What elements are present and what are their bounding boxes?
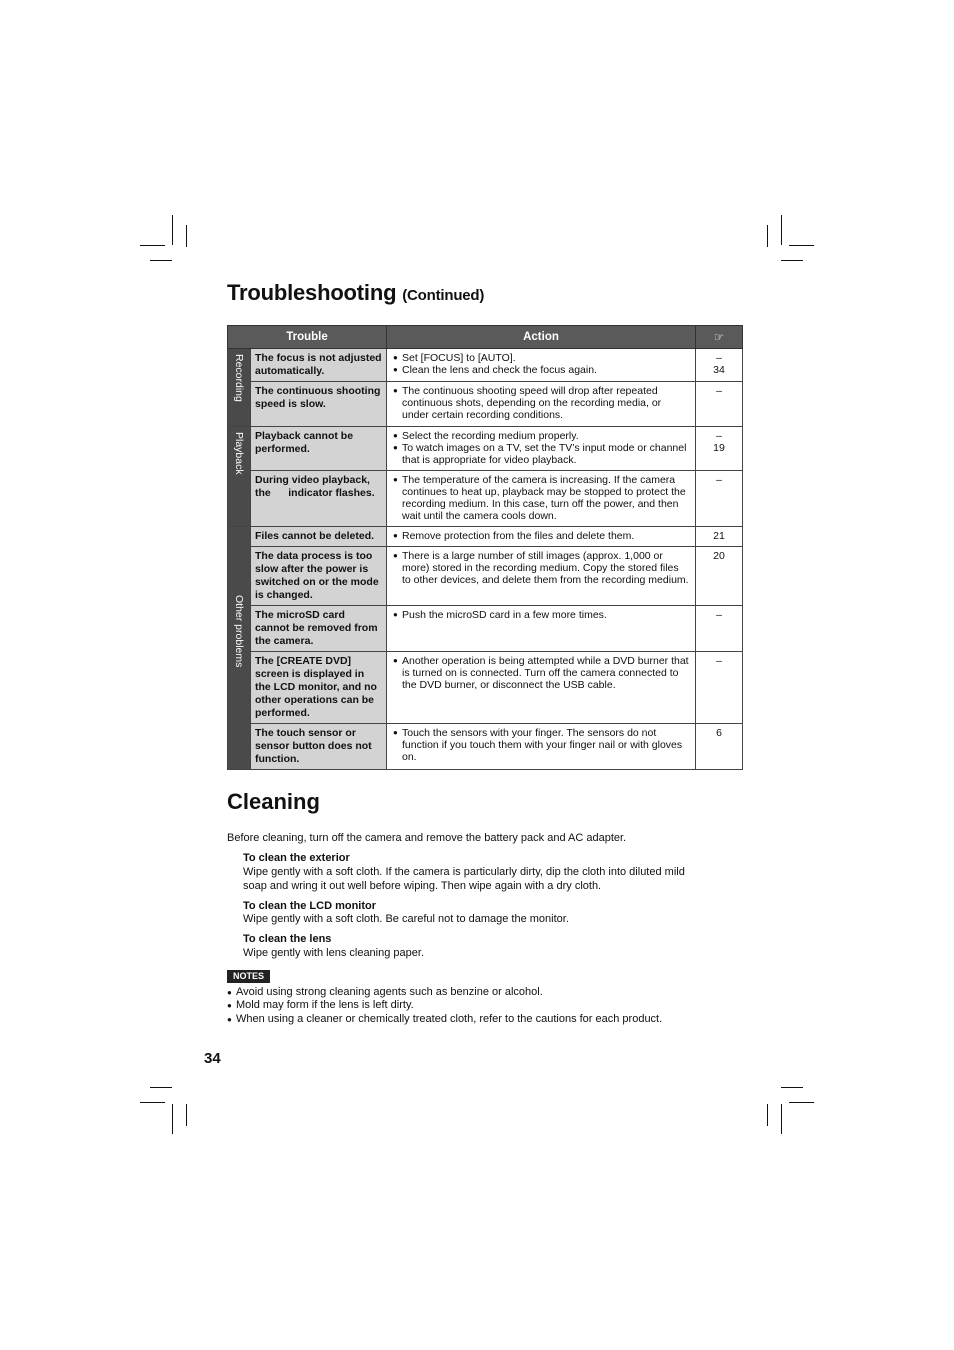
cleaning-title: Cleaning	[227, 789, 320, 814]
troubleshooting-table	[227, 325, 743, 770]
crop-mark	[172, 1104, 173, 1134]
bullet-icon: ●	[393, 431, 398, 440]
category-recording: Recording	[228, 349, 251, 427]
page-number: 34	[204, 1050, 221, 1067]
pointing-hand-icon: ☞	[713, 332, 725, 344]
crop-mark	[767, 225, 768, 247]
action-cell: ● The temperature of the camera is increasing. If the camera continues to heat up, playback may be stopped to protect the recording medium. In this case, turn off the power, and then wait until the camera cools down.	[387, 471, 696, 527]
header-trouble: Trouble	[228, 326, 387, 349]
crop-mark	[781, 215, 782, 245]
crop-mark	[789, 1102, 814, 1103]
crop-mark	[781, 260, 803, 261]
cleaning-intro: Before cleaning, turn off the camera and remove the battery pack and AC adapter.	[227, 832, 627, 844]
bullet-icon: ●	[393, 386, 398, 395]
ref-cell: – 19	[696, 427, 743, 471]
note-item: ● Mold may form if the lens is left dirty.	[227, 999, 414, 1011]
crop-mark	[150, 260, 172, 261]
bullet-icon: ●	[393, 551, 398, 560]
action-cell: ● Set [FOCUS] to [AUTO]. ● Clean the lens and check the focus again.	[387, 349, 696, 382]
crop-mark	[150, 1087, 172, 1088]
bullet-icon: ●	[227, 1015, 232, 1024]
table-row	[228, 349, 743, 382]
action-cell: ● Select the recording medium properly. ● To watch images on a TV, set the TV’s input mode or channel that is appropriate for video playback.	[387, 427, 696, 471]
ref-cell: 6	[696, 724, 743, 770]
ref-cell: – 34	[696, 349, 743, 382]
trouble-cell: The [CREATE DVD] screen is displayed in the LCD monitor, and no other operations can be performed.	[251, 652, 387, 724]
table-row	[228, 471, 743, 527]
bullet-icon: ●	[393, 365, 398, 374]
crop-mark	[781, 1087, 803, 1088]
crop-mark	[767, 1104, 768, 1126]
action-cell: ● Remove protection from the files and delete them.	[387, 527, 696, 547]
lcd-text-line: Wipe gently with a soft cloth. Be careful not to damage the monitor.	[243, 913, 569, 925]
bullet-icon: ●	[393, 443, 398, 452]
category-other-problems: Other problems	[228, 527, 251, 770]
table-row	[228, 382, 743, 427]
ref-cell: –	[696, 382, 743, 427]
bullet-icon: ●	[393, 610, 398, 619]
exterior-heading: To clean the exterior	[243, 852, 350, 864]
bullet-icon: ●	[393, 728, 398, 737]
action-cell: ● Push the microSD card in a few more times.	[387, 606, 696, 652]
bullet-icon: ●	[227, 988, 232, 997]
trouble-cell: Playback cannot be performed.	[251, 427, 387, 471]
ref-cell: –	[696, 652, 743, 724]
bullet-icon: ●	[227, 1001, 232, 1010]
trouble-cell: The touch sensor or sensor button does not function.	[251, 724, 387, 770]
trouble-cell: The focus is not adjusted automatically.	[251, 349, 387, 382]
header-action: Action	[387, 326, 696, 349]
title-continued: (Continued)	[402, 287, 485, 304]
exterior-text-line: soap and wring it out well before wiping. Then wipe again with a dry cloth.	[243, 880, 602, 892]
title-text: Troubleshooting	[227, 280, 397, 305]
crop-mark	[186, 225, 187, 247]
crop-mark	[186, 1104, 187, 1126]
crop-mark	[140, 1102, 165, 1103]
action-cell: ● Touch the sensors with your finger. The sensors do not function if you touch them with your finger nail or with gloves on.	[387, 724, 696, 770]
lens-heading: To clean the lens	[243, 933, 332, 945]
trouble-cell: During video playback, the indicator flashes.	[251, 471, 387, 527]
trouble-cell: Files cannot be deleted.	[251, 527, 387, 547]
lens-text-line: Wipe gently with lens cleaning paper.	[243, 947, 424, 959]
bullet-icon: ●	[393, 656, 398, 665]
lcd-heading: To clean the LCD monitor	[243, 900, 377, 912]
action-cell: ● The continuous shooting speed will drop after repeated continuous shots, depending on the recording media, or under certain recording conditions.	[387, 382, 696, 427]
trouble-cell: The microSD card cannot be removed from the camera.	[251, 606, 387, 652]
table-header-row	[228, 326, 743, 349]
ref-cell: 21	[696, 527, 743, 547]
bullet-icon: ●	[393, 353, 398, 362]
notes-badge: NOTES	[227, 970, 270, 983]
bullet-icon: ●	[393, 531, 398, 540]
header-ref	[696, 326, 743, 349]
table-row	[228, 427, 743, 471]
note-item: ● When using a cleaner or chemically treated cloth, refer to the cautions for each product.	[227, 1013, 663, 1025]
ref-cell: –	[696, 606, 743, 652]
table-row	[228, 606, 743, 652]
trouble-cell: The continuous shooting speed is slow.	[251, 382, 387, 427]
crop-mark	[172, 215, 173, 245]
table-row	[228, 652, 743, 724]
ref-cell: 20	[696, 547, 743, 606]
table-row	[228, 724, 743, 770]
page-title	[227, 280, 484, 306]
crop-mark	[781, 1104, 782, 1134]
crop-mark	[140, 245, 165, 246]
exterior-text-line: Wipe gently with a soft cloth. If the camera is particularly dirty, dip the cloth into diluted mild	[243, 866, 685, 878]
note-item: ● Avoid using strong cleaning agents such as benzine or alcohol.	[227, 986, 543, 998]
ref-cell: –	[696, 471, 743, 527]
bullet-icon: ●	[393, 475, 398, 484]
table-row	[228, 527, 743, 547]
trouble-cell: The data process is too slow after the power is switched on or the mode is changed.	[251, 547, 387, 606]
crop-mark	[789, 245, 814, 246]
action-cell: ● There is a large number of still images (approx. 1,000 or more) stored in the recording medium. Copy the stored files to other devices, and delete them from the recording medium.	[387, 547, 696, 606]
category-playback: Playback	[228, 427, 251, 527]
table-row	[228, 547, 743, 606]
action-cell: ● Another operation is being attempted while a DVD burner that is turned on is connected. Turn off the camera connected to the DVD burner, or disconnect the USB cable.	[387, 652, 696, 724]
